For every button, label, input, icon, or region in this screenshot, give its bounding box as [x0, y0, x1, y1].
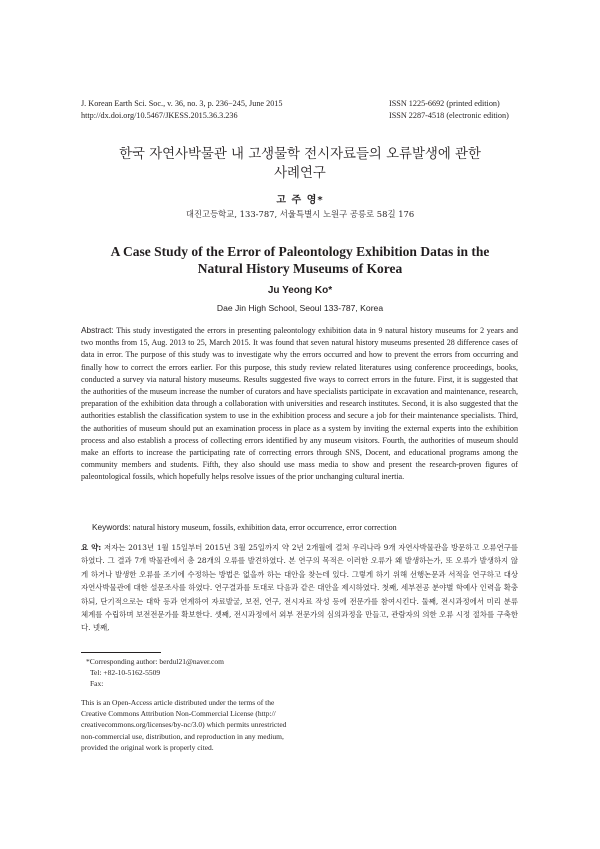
korean-affiliation: 대진고등학교, 133-787, 서울특별시 노원구 공릉로 58길 176 [185, 209, 415, 219]
license-line: creativecommons.org/licenses/by-nc/3.0) which permits unrestricted [81, 720, 287, 730]
journal-line: J. Korean Earth Sci. Soc., v. 36, no. 3, p. 236−245, June 2015 [81, 99, 283, 108]
corresponding-author-footnote [86, 656, 224, 689]
doi-link[interactable]: http://dx.doi.org/10.5467/JKESS.2015.36.3.236 [81, 111, 238, 120]
english-title-line2: Natural History Museums of Korea [197, 261, 403, 276]
korean-title-line1: 한국 자연사박물관 내 고생물학 전시자료들의 오류발생에 관한 [119, 147, 481, 162]
license-line: Creative Commons Attribution Non-Commercial License (http:// [81, 709, 276, 719]
korean-title-line2: 사례연구 [274, 166, 326, 181]
english-title-line1: A Case Study of the Error of Paleontology Exhibition Datas in the [110, 244, 490, 259]
issn-block [389, 98, 509, 122]
corresponding-tel: Tel: +82-10-5162-5509 [90, 668, 161, 677]
english-affiliation: Dae Jin High School, Seoul 133-787, Korea [216, 303, 384, 313]
english-author: Ju Yeong Ko* [267, 285, 333, 296]
corresponding-fax: Fax: [90, 679, 104, 688]
english-title [0, 243, 600, 277]
corresponding-email: *Corresponding author: berdul21@naver.com [86, 657, 224, 666]
abstract-text: This study investigated the errors in presenting paleontology exhibition data in 9 natural history museums for 2 years and two months from 15, Aug. 2013 to 25, March 2015. It was found that seven natural history museums presented 28 difference cases of data in error. The purpose of this study was to investigate why the errors occurred and how to prevent the errors from occurring and finally how to correct the errors earlier. For this purpose, this study review related literatures using conference proceedings, books, conducted a survey via natural history museums. Results suggested five ways to correct errors in the future. First, it is suggested that the authorities of the museum increase the number of curators and have specialists participate in excavation and maintenance, research, preparation of the exhibition data through a collaboration with universities and research institutes. Second, it is also suggested that the authorities establish the classification system to use in the exhibition process and secure a job for their maintenance specialists. Third, the authorities of museum should put an examination process in place as a system by inviting the external experts into the exhibition process and also establish a process of collecting errors identified by any museum visitors. Fourth, the authorities of museum should make an efforts to increase the participating rate of correcting errors through SNS, Docent, and educational programs among the community members and students. Fifth, they also should use mass media to show and present the research-proven figures of paleontological fossils, which hopefully helps resolve issues of the prior unchanging cultural inertia. [81, 326, 518, 482]
issn-electronic: ISSN 2287-4518 (electronic edition) [389, 111, 509, 120]
issn-print: ISSN 1225-6692 (printed edition) [389, 99, 500, 108]
korean-abstract-text: 저자는 2013년 1월 15일부터 2015년 3월 25일까지 약 2년 2개월에 걸쳐 우리나라 9개 자연사박물관을 방문하고 오류연구를 하였다. 그 결과 7개 박물관에서 총 28개의 오류를 발견하였다. 본 연구의 목적은 이러한 오류가 왜 발생하는가, 또 오류가 발생하지 않게 하거나 발생한 오류를 조기에 수정하는 방법은 없을까 하는 대안을 찾는데 있다. 그렇게 하기 위해 선행논문과 서적을 연구하고 대상 자연사박물관에 대한 설문조사를 하였다. 연구결과를 토대로 다음과 같은 대안을 제시하였다. 첫째, 세부전공 분야별 학예사 인력을 확충하되, 단기적으로는 대학 등과 연계하여 자료발굴, 보전, 연구, 전시자료 작성 등에 전문가를 참여시킨다. 둘째, 전시과정에서 미리 분류체계를 수립하며 보전전문가를 확보한다. 셋째, 전시과정에서 외부 전문가의 심의과정을 만들고, 관람자의 의한 오류 시정 절차를 구축한다. 넷째, [81, 543, 518, 633]
english-abstract [81, 324, 518, 484]
keywords-text: natural history museum, fossils, exhibition data, error occurrence, error correction [130, 523, 397, 532]
license-line: non-commercial use, distribution, and reproduction in any medium, [81, 731, 284, 741]
korean-title [0, 145, 600, 183]
license-notice [81, 697, 321, 753]
korean-abstract [81, 541, 518, 635]
keywords-label: Keywords: [92, 522, 131, 532]
abstract-label: Abstract: [81, 325, 114, 335]
keywords [92, 522, 397, 532]
korean-author: 고 주 영* [276, 195, 324, 206]
footnote-divider [81, 652, 161, 653]
korean-abstract-label: 요 약: [81, 543, 102, 552]
license-line: This is an Open-Access article distributed under the terms of the [81, 698, 275, 707]
journal-citation [81, 98, 282, 122]
license-line: provided the original work is properly cited. [81, 742, 214, 752]
